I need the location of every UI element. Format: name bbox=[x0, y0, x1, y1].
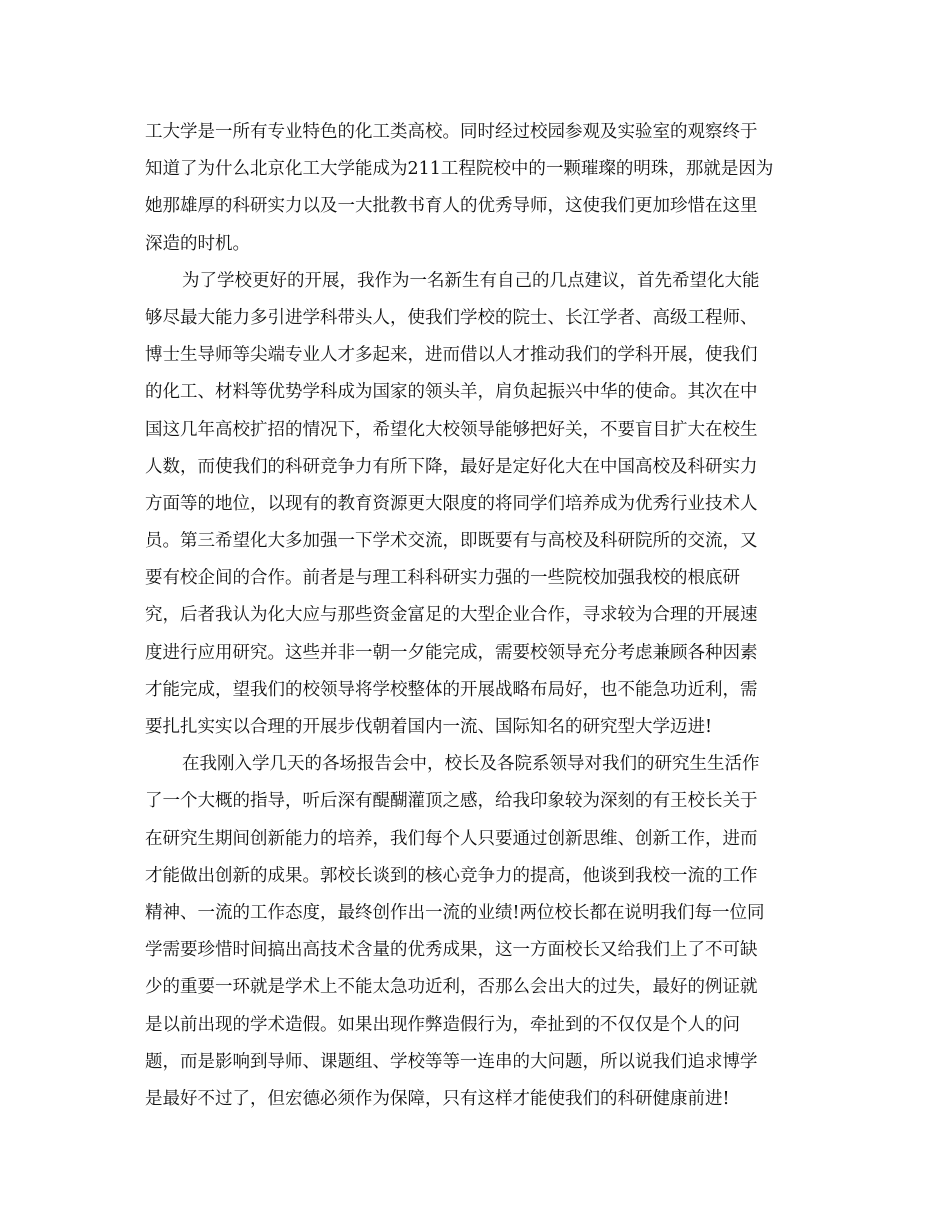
text-line: 是以前出现的学术造假。如果出现作弊造假行为，牵扯到的不仅仅是个人的问 bbox=[145, 1014, 740, 1035]
text-line: 够尽最大能力多引进学科带头人，使我们学校的院士、长江学者、高级工程师、 bbox=[145, 307, 758, 328]
text-line: 深造的时机。 bbox=[145, 233, 250, 254]
text-line: 要扎扎实实以合理的开展步伐朝着国内一流、国际知名的研究型大学迈进! bbox=[145, 717, 713, 737]
text-line: 工大学是一所有专业特色的化工类高校。同时经过校园参观及实验室的观察终于 bbox=[145, 122, 758, 142]
text-line: 度进行应用研究。这些并非一朝一夕能完成，需要校领导充分考虑兼顾各种因素 bbox=[145, 642, 758, 663]
paragraph-3 bbox=[145, 746, 805, 1118]
body-text bbox=[145, 114, 805, 1118]
text-line: 少的重要一环就是学术上不能太急功近利，否那么会出大的过失，最好的例证就 bbox=[145, 977, 758, 998]
text-line: 博士生导师等尖端专业人才多起来，进而借以人才推动我们的学科开展，使我们 bbox=[145, 345, 758, 366]
text-line: 学需要珍惜时间搞出高技术含量的优秀成果，这一方面校长又给我们上了不可缺 bbox=[145, 940, 758, 961]
text-line: 她那雄厚的科研实力以及一大批教书育人的优秀导师，这使我们更加珍惜在这里 bbox=[145, 196, 758, 217]
text-line: 题，而是影响到导师、课题组、学校等等一连串的大问题，所以说我们追求博学 bbox=[145, 1051, 758, 1072]
text-line: 是最好不过了，但宏德必须作为保障，只有这样才能使我们的科研健康前进! bbox=[145, 1088, 730, 1109]
text-line: 才能完成，望我们的校领导将学校整体的开展战略布局好，也不能急功近利，需 bbox=[145, 679, 758, 700]
text-line: 精神、一流的工作态度，最终创作出一流的业绩!两位校长都在说明我们每一位同 bbox=[145, 902, 765, 923]
text-line: 在研究生期间创新能力的培养，我们每个人只要通过创新思维、创新工作，进而 bbox=[145, 828, 758, 849]
text-line: 方面等的地位，以现有的教育资源更大限度的将同学们培养成为优秀行业技术人 bbox=[145, 493, 758, 514]
text-line: 国这几年高校扩招的情况下，希望化大校领导能够把好关，不要盲目扩大在校生 bbox=[145, 419, 758, 440]
text-line: 为了学校更好的开展，我作为一名新生有自己的几点建议，首先希望化大能 bbox=[182, 270, 760, 291]
text-line: 的化工、材料等优势学科成为国家的领头羊，肩负起振兴中华的使命。其次在中 bbox=[145, 382, 758, 403]
paragraph-1 bbox=[145, 114, 805, 263]
text-line: 在我刚入学几天的各场报告会中，校长及各院系领导对我们的研究生生活作 bbox=[182, 754, 760, 775]
text-line: 员。第三希望化大多加强一下学术交流，即既要有与高校及科研院所的交流，又 bbox=[145, 531, 758, 552]
text-line: 人数，而使我们的科研竞争力有所下降，最好是定好化大在中国高校及科研实力 bbox=[145, 456, 758, 477]
text-line: 才能做出创新的成果。郭校长谈到的核心竞争力的提高，他谈到我校一流的工作 bbox=[145, 865, 758, 886]
text-line: 了一个大概的指导，听后深有醍醐灌顶之感，给我印象较为深刻的有王校长关于 bbox=[145, 791, 758, 812]
text-line: 究，后者我认为化大应与那些资金富足的大型企业合作，寻求较为合理的开展速 bbox=[145, 605, 758, 626]
text-line: 知道了为什么北京化工大学能成为211工程院校中的一颗璀璨的明珠，那就是因为 bbox=[145, 159, 774, 180]
paragraph-2 bbox=[145, 263, 805, 746]
text-line: 要有校企间的合作。前者是与理工科科研实力强的一些院校加强我校的根底研 bbox=[145, 568, 740, 589]
